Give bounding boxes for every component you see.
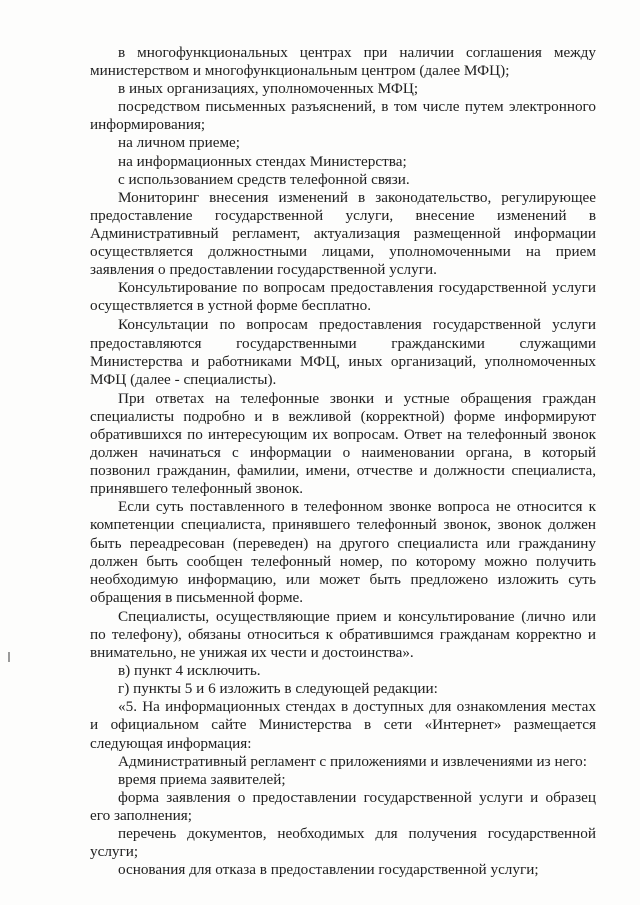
paragraph: Мониторинг внесения изменений в законодательство, регулирующее предоставление государственной услуги, внесение изменений в Административный регламент, актуализация размещенной информации осуществляется должностными лицами, уполномоченными на прием заявления о предоставлении государственной услуги. bbox=[90, 188, 596, 279]
paragraph: При ответах на телефонные звонки и устные обращения граждан специалисты подробно и в вежливой (корректной) форме информируют обратившихся по интересующим их вопросам. Ответ на телефонный звонок должен начинаться с информации о наименовании органа, в который позвонил гражданин, фамилии, имени, отчестве и должности специалиста, принявшего телефонный звонок. bbox=[90, 389, 596, 498]
paragraph: форма заявления о предоставлении государственной услуги и образец его заполнения; bbox=[90, 788, 596, 824]
paragraph: на личном приеме; bbox=[118, 134, 241, 152]
paragraph: основания для отказа в предоставлении государственной услуги; bbox=[118, 861, 539, 879]
paragraph: в иных организациях, уполномоченных МФЦ; bbox=[118, 80, 419, 98]
paragraph: время приема заявителей; bbox=[118, 770, 286, 788]
paragraph: Консультации по вопросам предоставления государственной услуги предоставляются государственными гражданскими служащими Министерства и работниками МФЦ, иных организаций, уполномоченных МФЦ (далее - специалисты). bbox=[90, 316, 596, 388]
paragraph: в) пункт 4 исключить. bbox=[118, 662, 261, 680]
document-body bbox=[90, 44, 596, 879]
paragraph: Административный регламент с приложениями и извлечениями из него: bbox=[118, 752, 587, 770]
paragraph: г) пункты 5 и 6 изложить в следующей редакции: bbox=[118, 680, 438, 698]
paragraph: на информационных стендах Министерства; bbox=[118, 152, 407, 170]
paragraph: в многофункциональных центрах при наличии соглашения между министерством и многофункциональным центром (далее МФЦ); bbox=[90, 44, 596, 80]
paragraph: «5. На информационных стендах в доступных для ознакомления местах и официальном сайте Министерства в сети «Интернет» размещается следующая информация: bbox=[90, 698, 596, 752]
scan-margin-mark bbox=[8, 652, 10, 662]
paragraph: Консультирование по вопросам предоставления государственной услуги осуществляется в устной форме бесплатно. bbox=[90, 279, 596, 315]
paragraph: перечень документов, необходимых для получения государственной услуги; bbox=[90, 825, 596, 861]
paragraph: Если суть поставленного в телефонном звонке вопроса не относится к компетенции специалиста, принявшего телефонный звонок, звонок должен быть переадресован (переведен) на другого специалиста или гражданину должен быть сообщен телефонный номер, по которому можно получить необходимую информацию, или может быть предложено изложить суть обращения в письменной форме. bbox=[90, 498, 596, 606]
paragraph: посредством письменных разъяснений, в том числе путем электронного информирования; bbox=[90, 98, 596, 134]
paragraph: Специалисты, осуществляющие прием и консультирование (лично или по телефону), обязаны относиться к обратившимся гражданам корректно и внимательно, не унижая их чести и достоинства». bbox=[90, 607, 596, 662]
paragraph: с использованием средств телефонной связи. bbox=[118, 170, 410, 188]
